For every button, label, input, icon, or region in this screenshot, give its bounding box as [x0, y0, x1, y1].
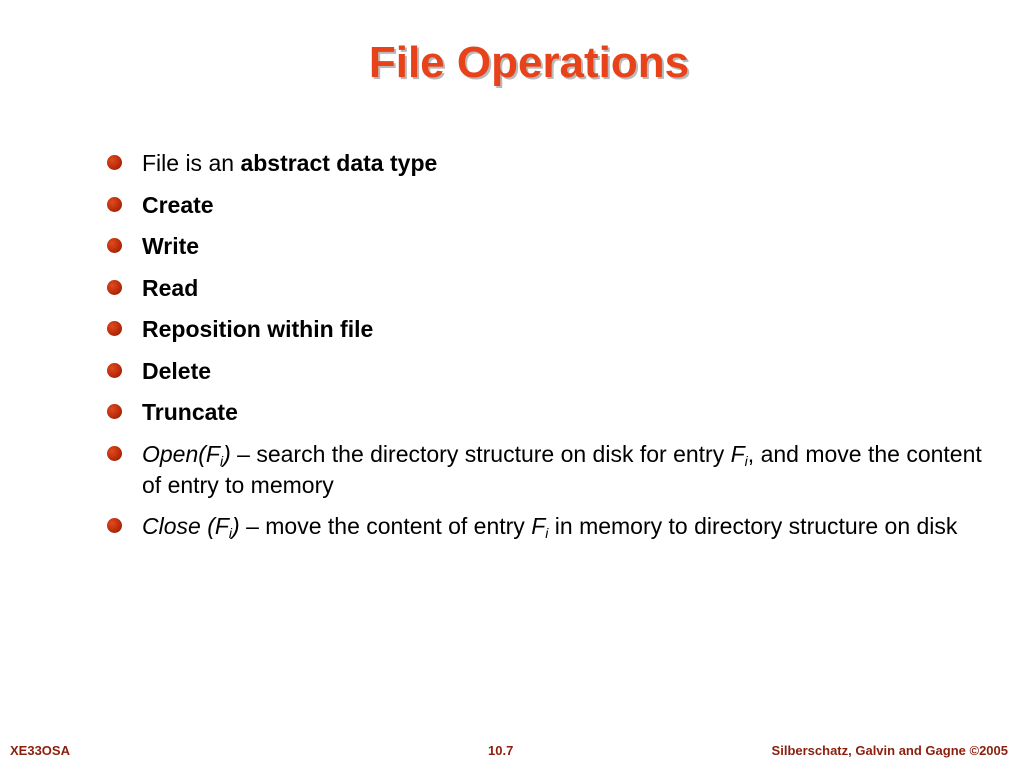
list-item — [105, 439, 985, 501]
bullet-text: Delete — [142, 357, 212, 384]
footer-course-code: XE33OSA — [10, 743, 70, 758]
list-item — [105, 231, 985, 262]
operation-name — [142, 441, 231, 467]
subscript: i — [744, 452, 748, 469]
bullet-icon — [107, 155, 122, 170]
bullet-icon — [107, 321, 122, 336]
bullet-icon — [107, 238, 122, 253]
list-item — [105, 511, 985, 542]
bullet-text: in memory to directory structure on disk — [548, 513, 958, 539]
bullet-text: Create — [142, 191, 214, 218]
bullet-text: – move the content of entry — [239, 513, 532, 539]
bullet-text: File is an — [142, 150, 241, 176]
subscript: i — [545, 525, 549, 541]
bullet-text: Write — [142, 233, 200, 259]
bullet-icon — [107, 197, 122, 212]
bullet-text: – search the directory structure on disk for entry — [230, 440, 731, 467]
list-item — [105, 356, 985, 387]
entry-variable: F — [531, 513, 546, 539]
bullet-icon — [107, 404, 122, 419]
operation-name-close: ) — [223, 440, 231, 467]
bullet-text: Read — [142, 274, 199, 301]
list-item — [105, 314, 985, 345]
slide-title: File Operations — [368, 38, 690, 87]
operation-name-close: ) — [232, 513, 240, 539]
bullet-list — [105, 148, 985, 553]
list-item — [105, 148, 985, 179]
entry-variable: F — [730, 440, 745, 467]
list-item — [105, 397, 985, 428]
bullet-icon — [107, 446, 122, 461]
footer-copyright: Silberschatz, Galvin and Gagne ©2005 — [771, 743, 1008, 758]
operation-name-text: Close (F — [142, 513, 229, 539]
bullet-text: , and move the content of entry to memory — [142, 440, 982, 498]
operation-name — [142, 513, 240, 539]
subscript: i — [219, 452, 224, 469]
bullet-bold-text: abstract data type — [240, 150, 438, 176]
subscript: i — [228, 525, 233, 541]
bullet-icon — [107, 518, 122, 533]
list-item — [105, 190, 985, 221]
operation-name-text: Open(F — [142, 440, 220, 467]
footer-slide-number: 10.7 — [488, 743, 514, 758]
bullet-text: Truncate — [142, 399, 238, 425]
bullet-icon — [107, 280, 122, 295]
list-item — [105, 273, 985, 304]
bullet-text: Reposition within file — [142, 316, 374, 342]
bullet-icon — [107, 363, 122, 378]
